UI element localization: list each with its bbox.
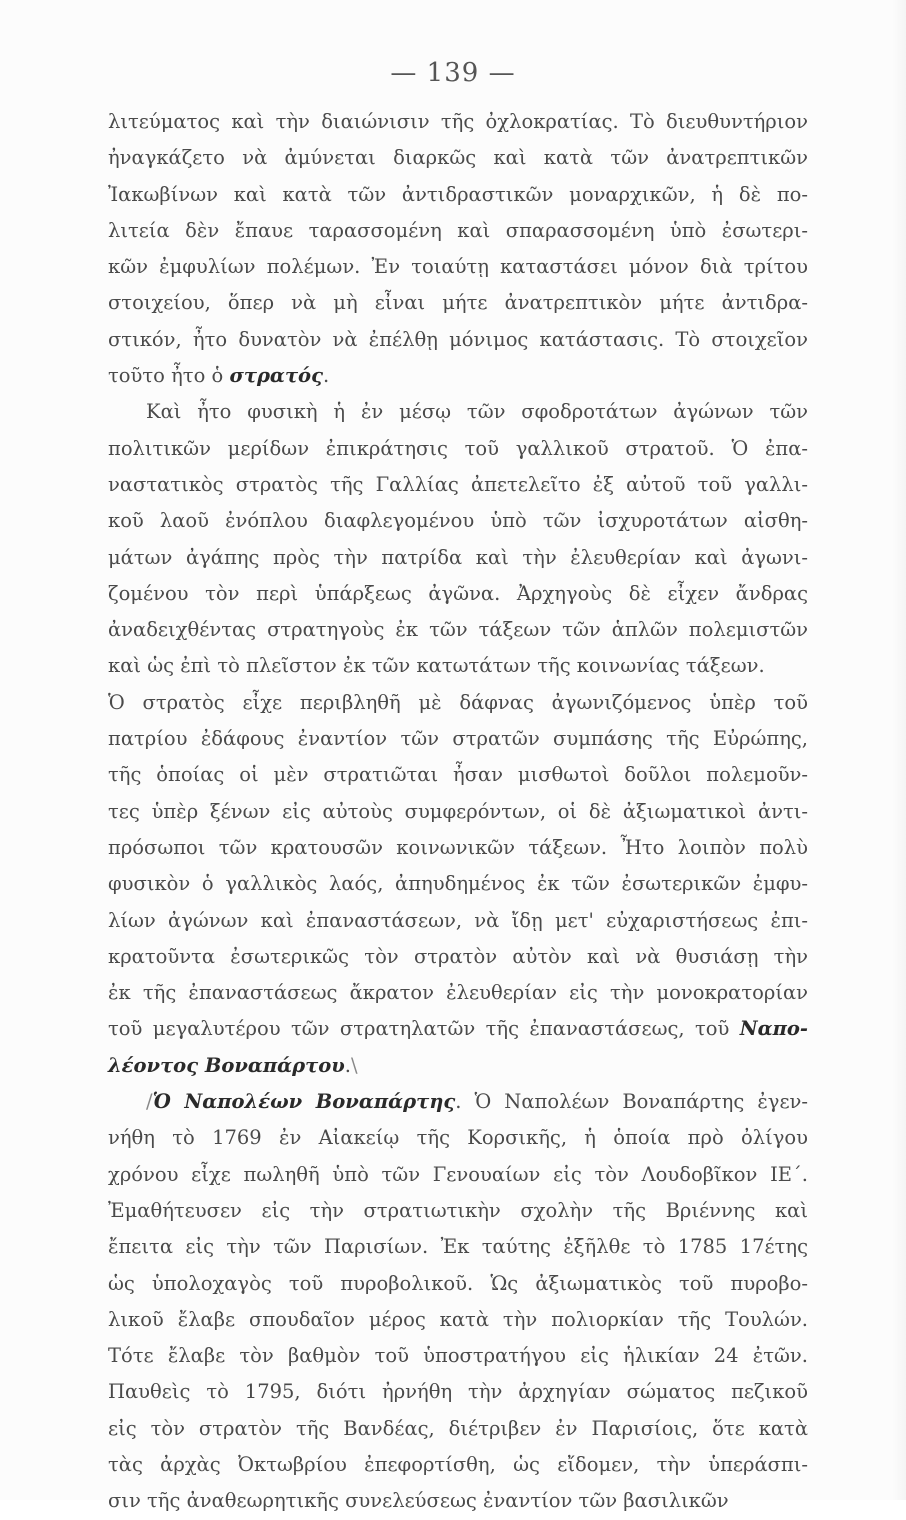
- pencil-mark: /: [146, 1090, 153, 1114]
- text-line: ζομένου τὸν περὶ ὑπάρξεως ἀγῶνα. Ἀρχηγοὺς δὲ εἶχεν ἄνδρας: [108, 581, 808, 605]
- text-line: πρόσωποι τῶν κρατουσῶν κοινωνικῶν τάξεων. Ἦτο λοιπὸν πολὺ: [108, 835, 808, 859]
- text-line: κῶν ἐμφυλίων πολέμων. Ἐν τοιαύτῃ καταστάσει μόνον διὰ τρίτου: [108, 255, 808, 279]
- text-line: στοιχείου, ὅπερ νὰ μὴ εἶναι μήτε ἀνατρεπτικὸν μήτε ἀντιδρα-: [108, 291, 808, 315]
- text-line: χρόνου εἶχε πωληθῆ ὑπὸ τῶν Γενουαίων εἰς τὸν Λουδοβῖκον ΙΕ΄.: [108, 1162, 808, 1186]
- emphasized-term: Ναπο-: [739, 1017, 808, 1041]
- text-line: λιτεία δὲν ἔπαυε ταρασσομένη καὶ σπαρασσομένη ὑπὸ ἐσωτερι-: [108, 218, 808, 242]
- text-line: κοῦ λαοῦ ἐνόπλου διαφλεγομένου ὑπὸ τῶν ἰσχυροτάτων αἰσθη-: [108, 509, 808, 533]
- text-line: λικοῦ ἔλαβε σπουδαῖον μέρος κατὰ τὴν πολιορκίαν τῆς Τουλών.: [108, 1307, 808, 1331]
- page-number: — 139 —: [390, 58, 516, 88]
- text-line: Καὶ ἦτο φυσικὴ ἡ ἐν μέσῳ τῶν σφοδροτάτων ἀγώνων τῶν: [146, 400, 808, 424]
- text-line: Παυθεὶς τὸ 1795, διότι ἠρνήθη τὴν ἀρχηγίαν σώματος πεζικοῦ: [108, 1380, 808, 1404]
- text-segment: .: [344, 1053, 351, 1077]
- text-line: μάτων ἀγάπης πρὸς τὴν πατρίδα καὶ τὴν ἐλευθερίαν καὶ ἀγωνι-: [108, 545, 808, 569]
- text-line: τες ὑπὲρ ξένων εἰς αὐτοὺς συμφερόντων, οἱ δὲ ἀξιωματικοὶ ἀντι-: [108, 799, 808, 823]
- text-line: λιτεύματος καὶ τὴν διαιώνισιν τῆς ὀχλοκρατίας. Τὸ διευθυντήριον: [108, 110, 808, 133]
- text-segment: τοῦ μεγαλυτέρου τῶν στρατηλατῶν τῆς ἐπαναστάσεως, τοῦ: [108, 1017, 740, 1041]
- emphasized-term: Ὁ Ναπολέων Βοναπάρτης: [152, 1090, 456, 1114]
- text-line: σιν τῆς ἀναθεωρητικῆς συνελεύσεως ἐναντίον τῶν βασιλικῶν: [108, 1489, 729, 1513]
- text-line: Ὁ στρατὸς εἶχε περιβληθῆ μὲ δάφνας ἀγωνιζόμενος ὑπὲρ τοῦ: [108, 690, 808, 714]
- text-line: [108, 358, 808, 394]
- text-line: ἀναδειχθέντας στρατηγοὺς ἐκ τῶν τάξεων τῶν ἁπλῶν πολεμιστῶν: [108, 618, 808, 642]
- page-text: [108, 104, 808, 1520]
- text-line: Ἐμαθήτευσεν εἰς τὴν στρατιωτικὴν σχολὴν τῆς Βριέννης καὶ: [108, 1198, 808, 1222]
- text-line: πατρίου ἐδάφους ἐναντίον τῶν στρατῶν συμπάσης τῆς Εὐρώπης,: [108, 727, 808, 751]
- text-line: εἰς τὸν στρατὸν τῆς Βανδέας, διέτριβεν ἐν Παρισίοις, ὅτε κατὰ: [108, 1416, 808, 1440]
- pencil-mark: \: [350, 1053, 358, 1077]
- text-line: τὰς ἀρχὰς Ὀκτωβρίου ἐπεφορτίσθη, ὡς εἴδομεν, τὴν ὑπεράσπι-: [108, 1452, 808, 1476]
- text-line: κρατοῦντα ἐσωτερικῶς τὸν στρατὸν αὐτὸν καὶ νὰ θυσιάσῃ τὴν: [108, 944, 808, 968]
- text-line: πολιτικῶν μερίδων ἐπικράτησις τοῦ γαλλικοῦ στρατοῦ. Ὁ ἐπα-: [108, 436, 808, 460]
- text-line: καὶ ὡς ἐπὶ τὸ πλεῖστον ἐκ τῶν κατωτάτων τῆς κοινωνίας τάξεων.: [108, 654, 765, 678]
- text-line: στικόν, ἦτο δυνατὸν νὰ ἐπέλθῃ μόνιμος κατάστασις. Τὸ στοιχεῖον: [108, 327, 808, 351]
- page-edge-shadow: [892, 0, 906, 1500]
- text-line: [108, 1011, 808, 1047]
- text-segment: . Ὁ Ναπολέων Βοναπάρτης ἐγεν-: [455, 1090, 808, 1114]
- emphasized-term: λέοντος Βοναπάρτου: [108, 1053, 345, 1077]
- text-segment: τοῦτο ἦτο ὁ: [108, 364, 230, 388]
- text-line: ἔπειτα εἰς τὴν τῶν Παρισίων. Ἐκ ταύτης ἐξῆλθε τὸ 1785 17έτης: [108, 1235, 808, 1259]
- text-segment: .: [322, 364, 330, 388]
- text-line: Τότε ἔλαβε τὸν βαθμὸν τοῦ ὑποστρατήγου εἰς ἡλικίαν 24 ἐτῶν.: [108, 1344, 808, 1368]
- text-line: ἐκ τῆς ἐπαναστάσεως ἄκρατον ἐλευθερίαν εἰς τὴν μονοκρατορίαν: [108, 981, 808, 1005]
- text-line: [108, 1048, 808, 1084]
- text-line: ὡς ὑπολοχαγὸς τοῦ πυροβολικοῦ. Ὡς ἀξιωματικὸς τοῦ πυροβο-: [108, 1271, 808, 1295]
- text-line: νήθη τὸ 1769 ἐν Αἰακείῳ τῆς Κορσικῆς, ἡ ὁποία πρὸ ὀλίγου: [108, 1126, 808, 1150]
- text-line: ναστατικὸς στρατὸς τῆς Γαλλίας ἀπετελεῖτο ἐξ αὐτοῦ τοῦ γαλλι-: [108, 472, 808, 496]
- text-line: Ἰακωβίνων καὶ κατὰ τῶν ἀντιδραστικῶν μοναρχικῶν, ἡ δὲ πο-: [108, 182, 808, 206]
- text-line: [108, 1084, 808, 1120]
- text-line: φυσικὸν ὁ γαλλικὸς λαός, ἀπηυδημένος ἐκ τῶν ἐσωτερικῶν ἐμφυ-: [108, 872, 808, 896]
- emphasized-term: στρατός: [229, 364, 323, 388]
- text-line: λίων ἀγώνων καὶ ἐπαναστάσεων, νὰ ἴδῃ μετ' εὐχαριστήσεως ἐπι-: [108, 908, 808, 932]
- text-line: ἠναγκάζετο νὰ ἀμύνεται διαρκῶς καὶ κατὰ τῶν ἀνατρεπτικῶν: [108, 146, 808, 170]
- text-line: τῆς ὁποίας οἱ μὲν στρατιῶται ἦσαν μισθωτοὶ δοῦλοι πολεμοῦν-: [108, 763, 808, 787]
